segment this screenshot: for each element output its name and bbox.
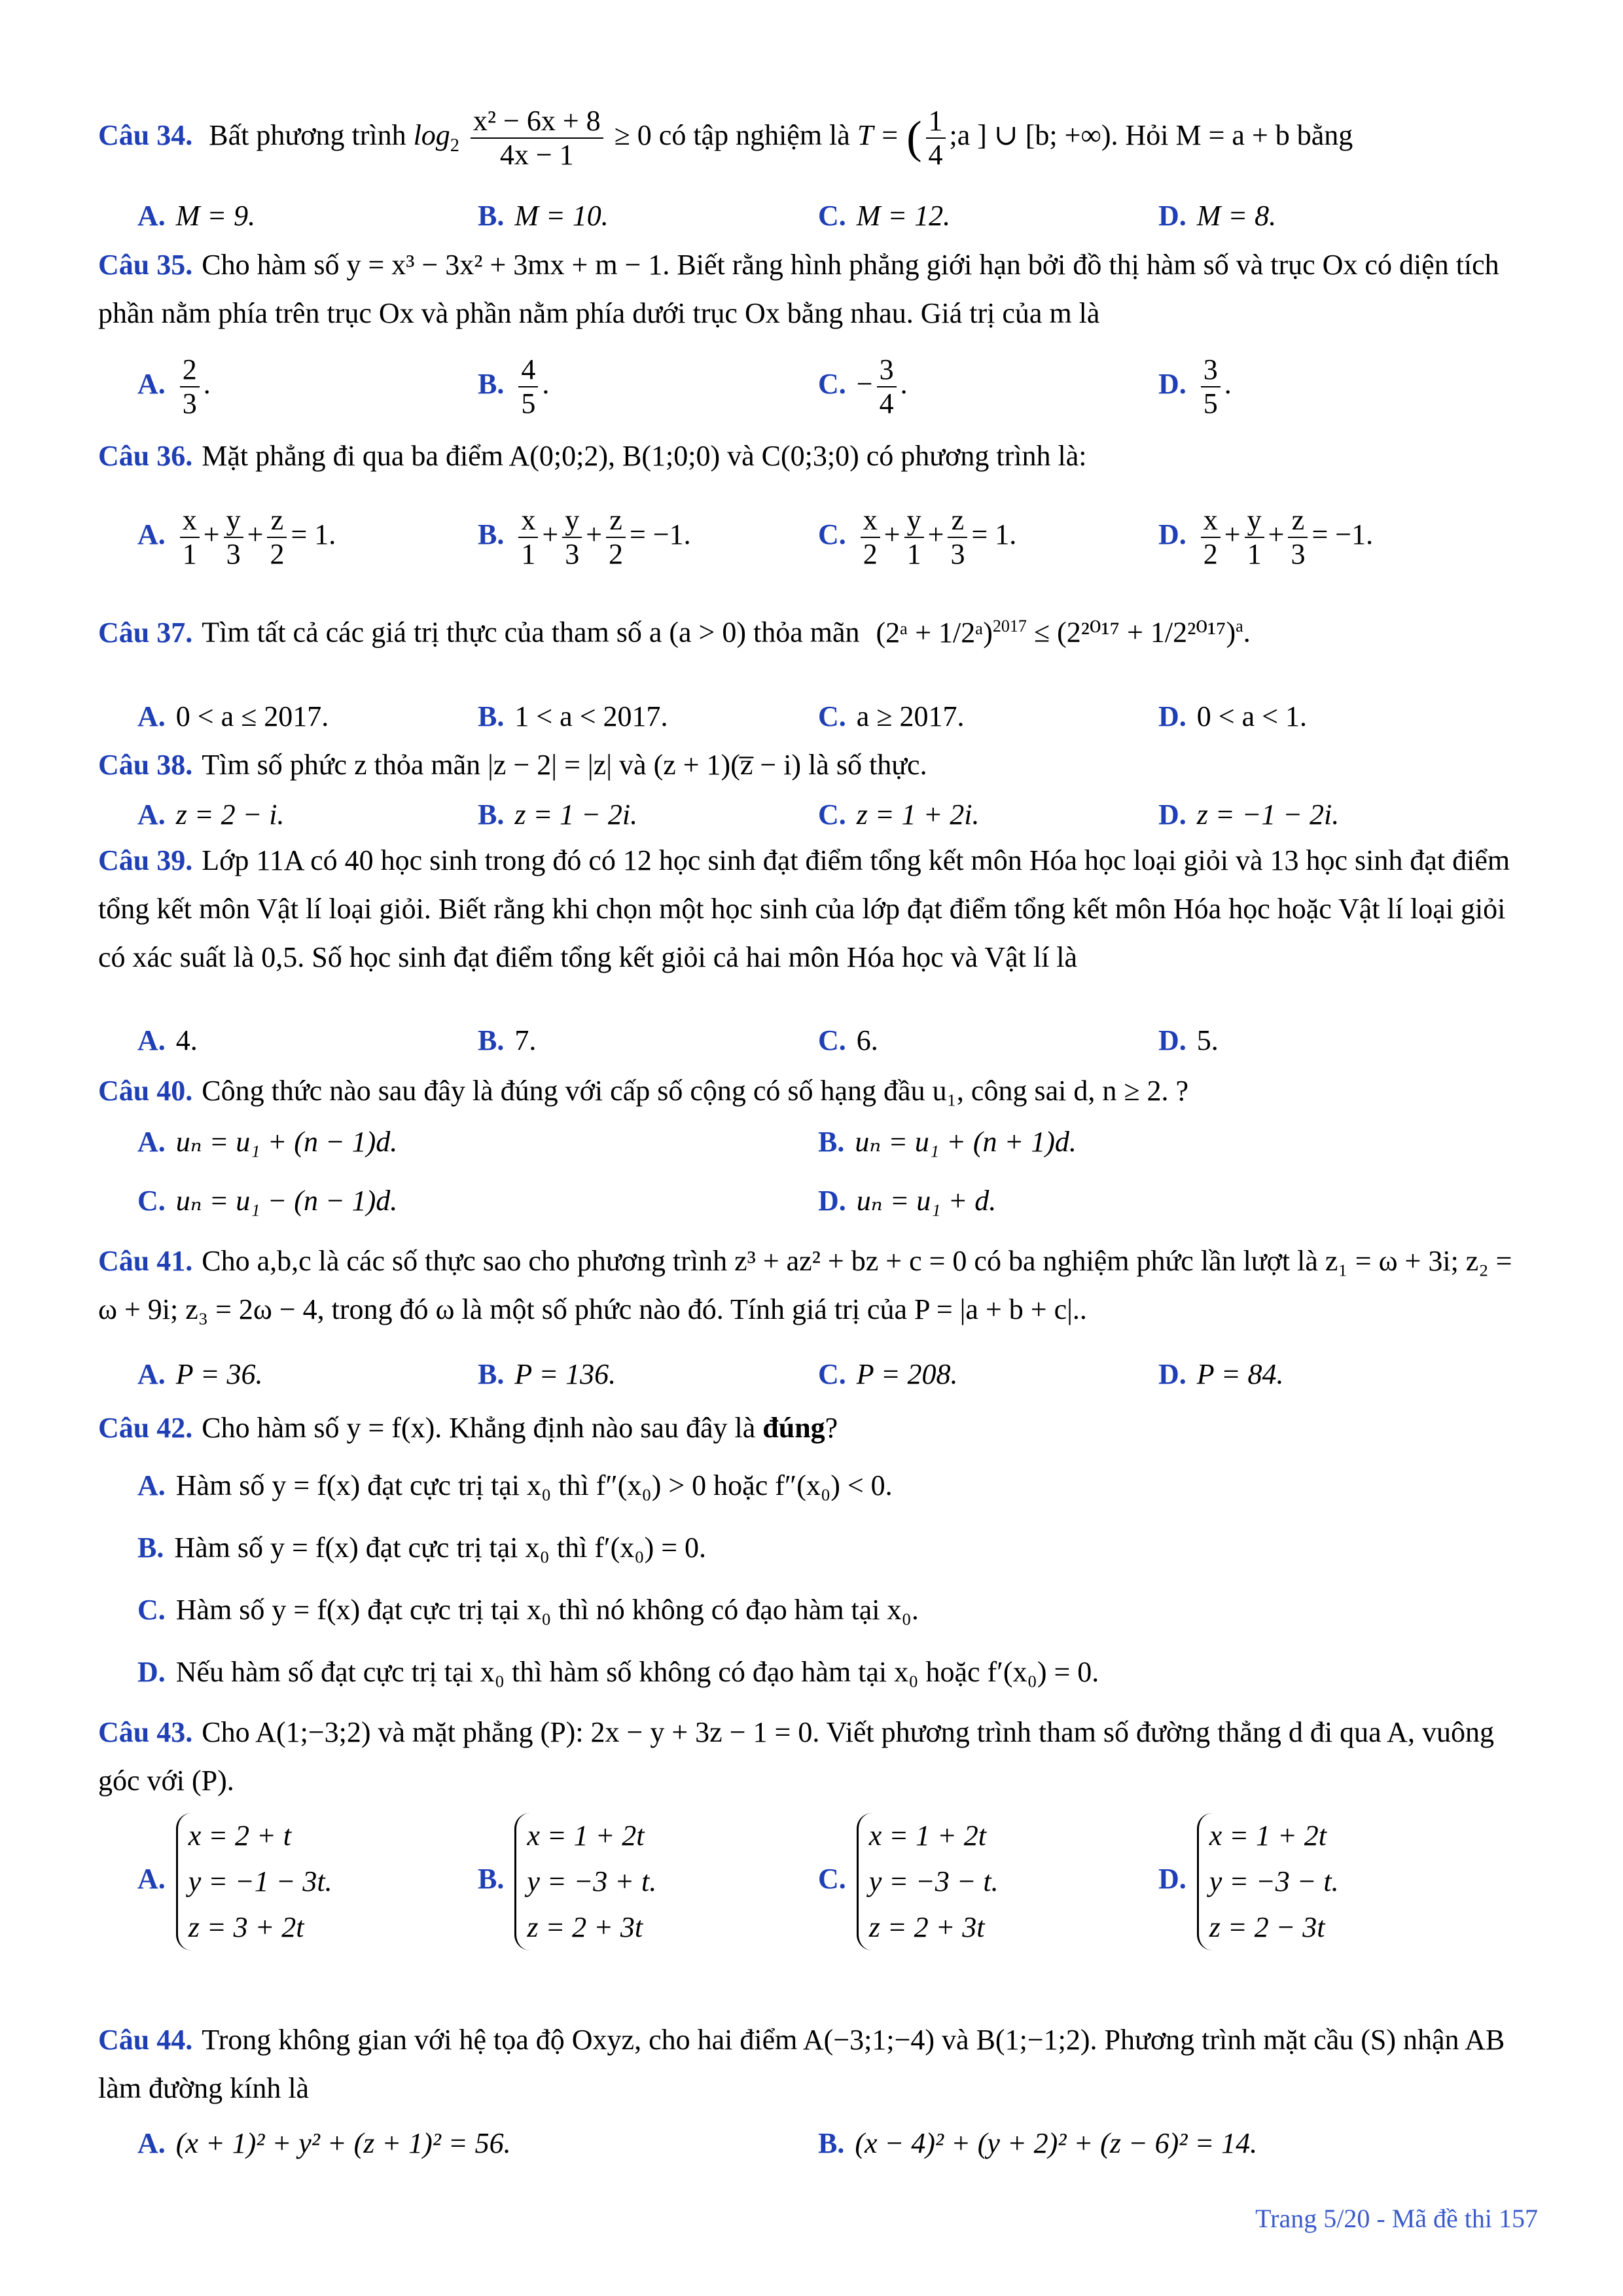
equation-system: x = 1 + 2t y = −3 − t. z = 2 + 3t: [857, 1813, 999, 1950]
question-text: Cho a,b,c là các số thực sao cho phương trình z³ + az² + bz + c = 0 có ba nghiệm phức lần lượt là z₁ = ω + 3i; z₂ = ω + 9i; z₃ = 2ω − 4, trong đó ω là một số phức nào đó. Tính giá trị của P = |a + b + c|..: [98, 1245, 1512, 1325]
denominator: 3: [950, 538, 965, 570]
option-text: uₙ = u₁ + (n − 1)d.: [175, 1126, 398, 1158]
denominator: 3: [182, 387, 197, 420]
option-text: uₙ = u₁ + (n + 1)d.: [855, 1126, 1077, 1158]
option-letter: C.: [818, 700, 846, 732]
denominator: 1: [521, 538, 536, 570]
fraction: $\frac{z}{2}$: [606, 504, 626, 571]
option-text: (x − 4)² + (y + 2)² + (z − 6)² = 14.: [855, 2127, 1258, 2159]
option-text: 4.: [175, 1024, 198, 1056]
option-letter: B.: [478, 1358, 505, 1390]
option-letter: B.: [818, 1126, 845, 1158]
option-a[interactable]: [137, 1119, 397, 1165]
option-letter: C.: [818, 518, 846, 551]
question-end: ?: [825, 1412, 838, 1444]
option-text: 0 < a ≤ 2017.: [175, 700, 329, 732]
option-a[interactable]: [137, 792, 285, 838]
option-d[interactable]: [1158, 1018, 1219, 1064]
question-text: Tìm tất cả các giá trị thực của tham số a (a > 0) thỏa mãn: [202, 616, 860, 649]
question-43: [98, 1708, 1538, 1805]
option-c[interactable]: [137, 1587, 919, 1633]
option-letter: B.: [478, 798, 505, 831]
option-c[interactable]: [818, 1813, 999, 1950]
equation-system: x = 2 + t y = −1 − 3t. z = 3 + 2t: [176, 1813, 332, 1950]
inequality-sign: ≥ 0: [614, 119, 652, 152]
option-c[interactable]: C. $\frac{x}{2}$ + $\frac{y}{1}$ + $\frac{z}{3}$ = 1.: [818, 504, 1017, 570]
question-38: [98, 741, 1538, 789]
question-41: [98, 1237, 1538, 1334]
page-footer: Trang 5/20 - Mã đề thi 157: [1255, 2204, 1538, 2233]
option-letter: D.: [1158, 200, 1186, 232]
option-letter: B.: [478, 518, 505, 551]
option-letter: B.: [478, 200, 505, 232]
left-paren: (: [906, 113, 922, 163]
option-c[interactable]: [818, 792, 980, 838]
option-letter: A.: [137, 1126, 166, 1158]
option-a[interactable]: [137, 193, 255, 239]
option-a[interactable]: [137, 2121, 511, 2166]
option-letter: D.: [1158, 798, 1186, 831]
option-text: 7.: [514, 1024, 537, 1056]
option-rhs: = −1.: [630, 518, 691, 551]
option-b[interactable]: B. $\frac{4}{5}$ .: [478, 353, 550, 420]
option-d[interactable]: [818, 1178, 996, 1224]
option-c[interactable]: [137, 1178, 397, 1224]
option-letter: A.: [137, 798, 166, 831]
fraction: $\frac{x}{2}$: [1201, 504, 1221, 571]
option-a[interactable]: [137, 1463, 893, 1509]
question-text: Hỏi M = a + b bằng: [1125, 119, 1353, 152]
question-text: Bất phương trình: [209, 119, 406, 152]
option-b[interactable]: [478, 1813, 656, 1950]
option-rhs: = 1.: [971, 518, 1017, 551]
option-text: P = 84.: [1196, 1358, 1284, 1390]
option-text: a ≥ 2017.: [856, 700, 965, 732]
fraction: $\frac{y}{1}$: [1245, 504, 1264, 571]
interval-text: ;a ] ∪ [b; +∞).: [949, 119, 1118, 152]
option-text: M = 8.: [1196, 200, 1277, 232]
option-b[interactable]: [818, 1119, 1077, 1165]
option-letter: C.: [818, 1358, 846, 1390]
option-letter: B.: [137, 1532, 164, 1564]
option-letter: D.: [1158, 1358, 1186, 1390]
question-text: Cho A(1;−3;2) và mặt phẳng (P): 2x − y + 3z − 1 = 0. Viết phương trình tham số đường thẳng d đi qua A, vuông góc với (P).: [98, 1716, 1494, 1797]
option-text: M = 10.: [514, 200, 609, 232]
option-letter: C.: [137, 1185, 166, 1217]
option-letter: B.: [478, 1863, 505, 1895]
option-letter: D.: [1158, 368, 1186, 401]
option-letter: D.: [818, 1185, 846, 1217]
denominator: 2: [1203, 538, 1218, 570]
option-d[interactable]: [1158, 1813, 1339, 1950]
option-text: uₙ = u₁ + d.: [856, 1185, 997, 1217]
question-label: Câu 44.: [98, 2024, 193, 2056]
log-base: 2: [450, 135, 459, 156]
option-a[interactable]: [137, 1813, 332, 1950]
option-c[interactable]: [818, 1352, 958, 1397]
question-label: Câu 37.: [98, 616, 193, 649]
numerator: 4: [518, 353, 538, 387]
numerator: 3: [877, 353, 897, 387]
question-40: [98, 1067, 1538, 1115]
option-letter: D.: [1158, 1024, 1186, 1056]
question-text: Cho hàm số y = f(x). Khẳng định nào sau đây là: [202, 1412, 756, 1444]
numerator: 1: [926, 105, 946, 139]
option-text: P = 136.: [514, 1358, 616, 1390]
option-text: z = 1 + 2i.: [856, 798, 980, 831]
denominator: 3: [565, 538, 580, 570]
option-rhs: = 1.: [291, 518, 336, 551]
denominator: 2: [270, 538, 285, 570]
option-letter: C.: [818, 1863, 846, 1895]
option-b[interactable]: [478, 792, 637, 838]
option-text: 1 < a < 2017.: [514, 700, 668, 732]
option-text: uₙ = u₁ − (n − 1)d.: [175, 1185, 398, 1217]
option-c[interactable]: [818, 694, 964, 740]
numerator: x² − 6x + 8: [471, 105, 603, 139]
option-letter: D.: [1158, 700, 1186, 732]
option-a[interactable]: [137, 1018, 198, 1064]
option-letter: B.: [818, 2127, 845, 2159]
option-letter: A.: [137, 518, 166, 551]
fraction: $\frac{y}{3}$: [562, 504, 582, 571]
fraction: [1201, 353, 1221, 420]
denominator: 1: [906, 538, 921, 570]
fraction: $\frac{x}{1}$: [180, 504, 200, 571]
denominator: 1: [1247, 538, 1262, 570]
fraction: $\frac{z}{3}$: [1288, 504, 1308, 571]
option-text: P = 36.: [175, 1358, 263, 1390]
denominator: 3: [226, 538, 241, 570]
option-b[interactable]: [478, 193, 609, 239]
fraction: $\frac{z}{3}$: [948, 504, 967, 571]
denominator: 5: [521, 387, 536, 420]
question-text: Trong không gian với hệ tọa độ Oxyz, cho hai điểm A(−3;1;−4) và B(1;−1;2). Phương trình mặt cầu (S) nhận AB làm đường kính là: [98, 2024, 1505, 2104]
option-sign: −: [856, 368, 873, 401]
option-a[interactable]: [137, 694, 329, 740]
question-36: [98, 432, 1538, 480]
option-b[interactable]: [478, 1018, 536, 1064]
set-symbol: T =: [857, 119, 900, 152]
denominator: 2: [609, 538, 624, 570]
question-label: Câu 40.: [98, 1075, 193, 1107]
fraction: [180, 353, 200, 420]
option-text: Nếu hàm số đạt cực trị tại x₀ thì hàm số không có đạo hàm tại x₀ hoặc f′(x₀) = 0.: [175, 1656, 1099, 1688]
option-letter: C.: [818, 368, 846, 401]
question-39: [98, 836, 1538, 982]
option-letter: C.: [818, 1024, 846, 1056]
option-text: z = −1 − 2i.: [1196, 798, 1340, 831]
option-d[interactable]: [1158, 694, 1307, 740]
fraction: $\frac{y}{3}$: [224, 504, 243, 571]
inequality-right: (2²⁰¹⁷ + 1/2²⁰¹⁷): [1057, 616, 1236, 649]
option-letter: D.: [1158, 1863, 1186, 1895]
option-letter: A.: [137, 1863, 166, 1895]
option-c[interactable]: C. − $\frac{3}{4}$ .: [818, 353, 908, 420]
fraction: [926, 105, 946, 171]
question-37: Câu 37. Tìm tất cả các giá trị thực của tham số a (a > 0) thỏa mãn (2ᵃ + 1/2ᵃ)$^{2017}$ ≤ $(2^{2017} + 1/2^{2017})^a$.: [98, 616, 1251, 649]
option-d[interactable]: [137, 1649, 1099, 1695]
question-label: Câu 43.: [98, 1716, 193, 1748]
option-b[interactable]: [478, 694, 668, 740]
fraction: $\frac{x}{1}$: [518, 504, 538, 571]
denominator: 2: [863, 538, 878, 570]
option-b[interactable]: [478, 1352, 616, 1397]
inequality-sign: ≤: [1033, 616, 1050, 649]
question-label: Câu 41.: [98, 1245, 193, 1277]
option-letter: A.: [137, 1024, 166, 1056]
option-d[interactable]: [1158, 792, 1339, 838]
option-letter: D.: [1158, 518, 1186, 551]
option-letter: B.: [478, 1024, 505, 1056]
option-text: (x + 1)² + y² + (z + 1)² = 56.: [175, 2127, 511, 2159]
question-44: [98, 2016, 1538, 2113]
option-a[interactable]: [137, 1352, 263, 1397]
question-34: [98, 105, 1538, 171]
option-c[interactable]: [818, 1018, 878, 1064]
option-text: Hàm số y = f(x) đạt cực trị tại x₀ thì nó không có đạo hàm tại x₀.: [175, 1594, 919, 1626]
option-letter: A.: [137, 1469, 166, 1501]
inequality-left: (2ᵃ + 1/2ᵃ): [876, 616, 993, 649]
fraction: $\frac{y}{1}$: [904, 504, 924, 571]
denominator: 3: [1291, 538, 1306, 570]
denominator: 4: [928, 139, 943, 171]
option-text: z = 1 − 2i.: [514, 798, 638, 831]
option-a[interactable]: A. $\frac{x}{1}$ + $\frac{y}{3}$ + $\frac{z}{2}$ = 1.: [137, 504, 336, 570]
question-35: [98, 241, 1538, 338]
question-text: Tìm số phức z thỏa mãn |z − 2| = |z| và (z + 1)(z̅ − i) là số thực.: [202, 749, 927, 781]
question-label: Câu 38.: [98, 749, 193, 781]
option-d[interactable]: D. $\frac{3}{5}$ .: [1158, 353, 1232, 420]
numerator: 2: [180, 353, 200, 387]
option-letter: C.: [137, 1594, 166, 1626]
option-letter: C.: [818, 200, 846, 232]
option-letter: B.: [478, 368, 505, 401]
question-text: Mặt phẳng đi qua ba điểm A(0;0;2), B(1;0;0) và C(0;3;0) có phương trình là:: [202, 440, 1087, 472]
option-letter: A.: [137, 2127, 166, 2159]
option-text: Hàm số y = f(x) đạt cực trị tại x₀ thì f′(x₀) = 0.: [174, 1532, 707, 1564]
exponent: 2017: [992, 617, 1027, 636]
question-label: Câu 39.: [98, 844, 193, 876]
option-letter: C.: [818, 798, 846, 831]
option-text: 5.: [1196, 1024, 1219, 1056]
fraction: $\frac{x}{2}$: [861, 504, 880, 571]
denominator: 1: [182, 538, 197, 570]
question-text: Lớp 11A có 40 học sinh trong đó có 12 học sinh đạt điểm tổng kết môn Hóa học loại giỏi và 13 học sinh đạt điểm tổng kết môn Vật lí loại giỏi. Biết rằng khi chọn một học sinh của lớp đạt điểm tổng kết môn Hóa học hoặc Vật lí loại giỏi có xác suất là 0,5. Số học sinh đạt điểm tổng kết giỏi cả hai môn Hóa học và Vật lí là: [98, 844, 1510, 973]
option-d[interactable]: [1158, 193, 1276, 239]
numerator: 3: [1201, 353, 1221, 387]
fraction: $\frac{z}{2}$: [267, 504, 287, 571]
option-text: 6.: [856, 1024, 878, 1056]
option-text: M = 9.: [175, 200, 256, 232]
question-text: Cho hàm số y = x³ − 3x² + 3mx + m − 1. Biết rằng hình phẳng giới hạn bởi đồ thị hàm số và trục Ox có diện tích phần nằm phía trên trục Ox và phần nằm phía dưới trục Ox bằng nhau. Giá trị của m là: [98, 249, 1499, 329]
denominator: 5: [1203, 387, 1218, 420]
option-b[interactable]: B. $\frac{x}{1}$ + $\frac{y}{3}$ + $\frac{z}{2}$ = −1.: [478, 504, 691, 570]
option-b[interactable]: [818, 2121, 1257, 2166]
question-text: có tập nghiệm là: [658, 119, 850, 152]
option-c[interactable]: [818, 193, 950, 239]
option-letter: A.: [137, 1358, 166, 1390]
option-rhs: = −1.: [1311, 518, 1374, 551]
option-letter: A.: [137, 700, 166, 732]
option-text: Hàm số y = f(x) đạt cực trị tại x₀ thì f″(x₀) > 0 hoặc f″(x₀) < 0.: [175, 1469, 893, 1501]
equation-system: x = 1 + 2t y = −3 + t. z = 2 + 3t: [514, 1813, 656, 1950]
question-label: Câu 36.: [98, 440, 193, 472]
option-text: z = 2 − i.: [175, 798, 285, 831]
fraction: [518, 353, 538, 420]
option-a[interactable]: A. $\frac{2}{3}$ .: [137, 353, 211, 420]
option-letter: B.: [478, 700, 505, 732]
option-letter: A.: [137, 368, 166, 401]
denominator: 4x − 1: [499, 139, 574, 171]
option-letter: A.: [137, 200, 166, 232]
exponent: a: [1236, 617, 1243, 636]
option-d[interactable]: [1158, 1352, 1284, 1397]
question-emphasis: đúng: [762, 1412, 825, 1444]
denominator: 4: [879, 387, 894, 420]
question-text: Công thức nào sau đây là đúng với cấp số cộng có số hạng đầu u₁, công sai d, n ≥ 2. ?: [202, 1075, 1189, 1107]
option-b[interactable]: [137, 1525, 706, 1571]
question-label: Câu 34.: [98, 119, 193, 152]
question-label: Câu 35.: [98, 249, 193, 281]
option-text: 0 < a < 1.: [1196, 700, 1307, 732]
equation-system: x = 1 + 2t y = −3 − t. z = 2 − 3t: [1197, 1813, 1339, 1950]
question-label: Câu 42.: [98, 1412, 193, 1444]
option-text: P = 208.: [856, 1358, 958, 1390]
question-42: [98, 1404, 1538, 1452]
option-letter: D.: [137, 1656, 166, 1688]
option-text: M = 12.: [856, 200, 951, 232]
fraction: [471, 105, 603, 171]
option-d[interactable]: D. $\frac{x}{2}$ + $\frac{y}{1}$ + $\frac{z}{3}$ = −1.: [1158, 504, 1374, 570]
log-symbol: log: [413, 119, 450, 152]
fraction: [877, 353, 897, 420]
